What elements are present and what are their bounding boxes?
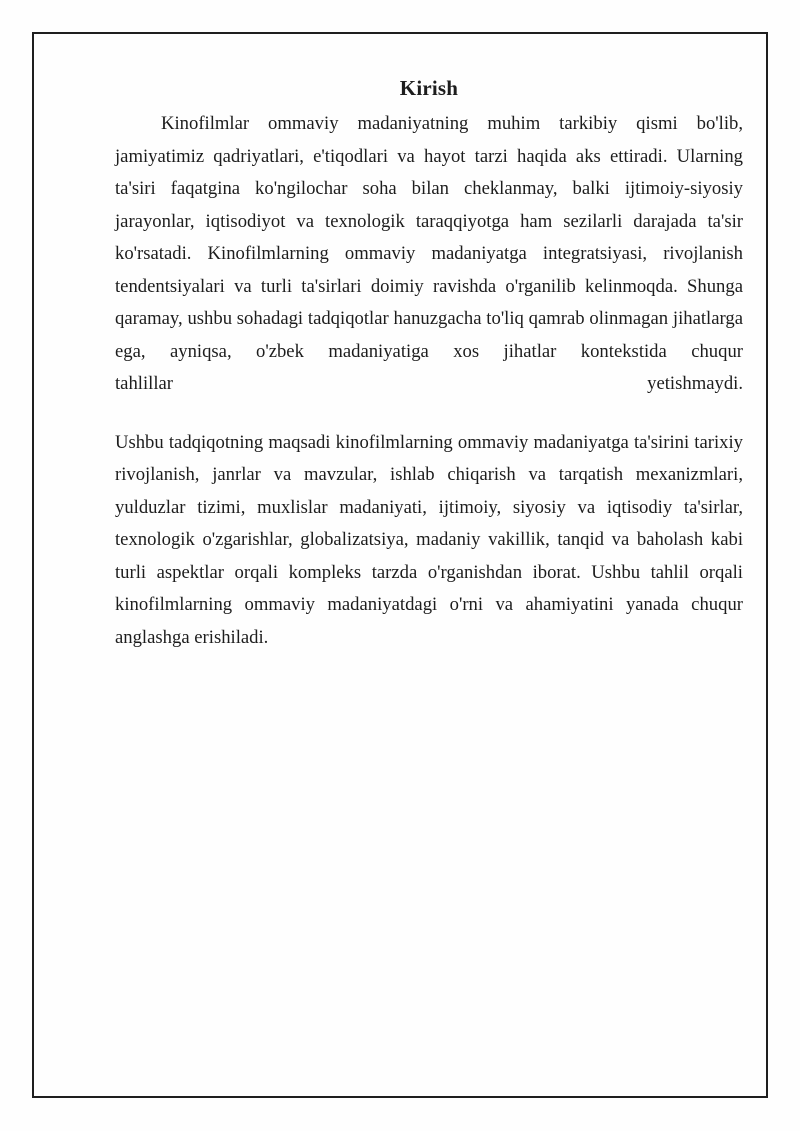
intro-last-line-left-word: tahlillar <box>115 373 174 394</box>
intro-paragraph-last-line <box>115 368 743 401</box>
page-border-frame <box>32 32 768 1098</box>
intro-paragraph <box>115 108 743 401</box>
intro-paragraph-body: Kinofilmlar ommaviy madaniyatning muhim tarkibiy qismi bo'lib, jamiyatimiz qadriyatlari, e'tiqodlari va hayot tarzi haqida aks ettiradi. Ularning ta'siri faqatgina ko'ngilochar soha bilan cheklanmay, balki ijtimoiy-siyosiy jarayonlar, iqtisodiyot va texnologik taraqqiyotga ham sezilarli darajada ta'sir ko'rsatadi. Kinofilmlarning ommaviy madaniyatga integratsiyasi, rivojlanish tendentsiyalari va turli ta'sirlari doimiy ravishda o'rganilib kelinmoqda. Shunga qaramay, ushbu sohadagi tadqiqotlar hanuzgacha to'liq qamrab olinmagan jihatlarga ega, ayniqsa, o'zbek madaniyatiga xos jihatlar kontekstida chuqur <box>115 113 743 362</box>
page-title: Kirish <box>399 76 459 100</box>
intro-last-line-right-word: yetishmaydi. <box>647 373 743 394</box>
purpose-paragraph: Ushbu tadqiqotning maqsadi kinofilmlarning ommaviy madaniyatga ta'sirini tarixiy rivojlanish, janrlar va mavzular, ishlab chiqarish va tarqatish mexanizmlari, yulduzlar tizimi, muxlislar madaniyati, ijtimoiy, siyosiy va iqtisodiy ta'sirlar, texnologik o'zgarishlar, globalizatsiya, madaniy vakillik, tanqid va baholash kabi turli aspektlar orqali kompleks tarzda o'rganishdan iborat. Ushbu tahlil orqali kinofilmlarning ommaviy madaniyatdagi o'rni va ahamiyatini yanada chuqur anglashga erishiladi. <box>115 431 743 648</box>
